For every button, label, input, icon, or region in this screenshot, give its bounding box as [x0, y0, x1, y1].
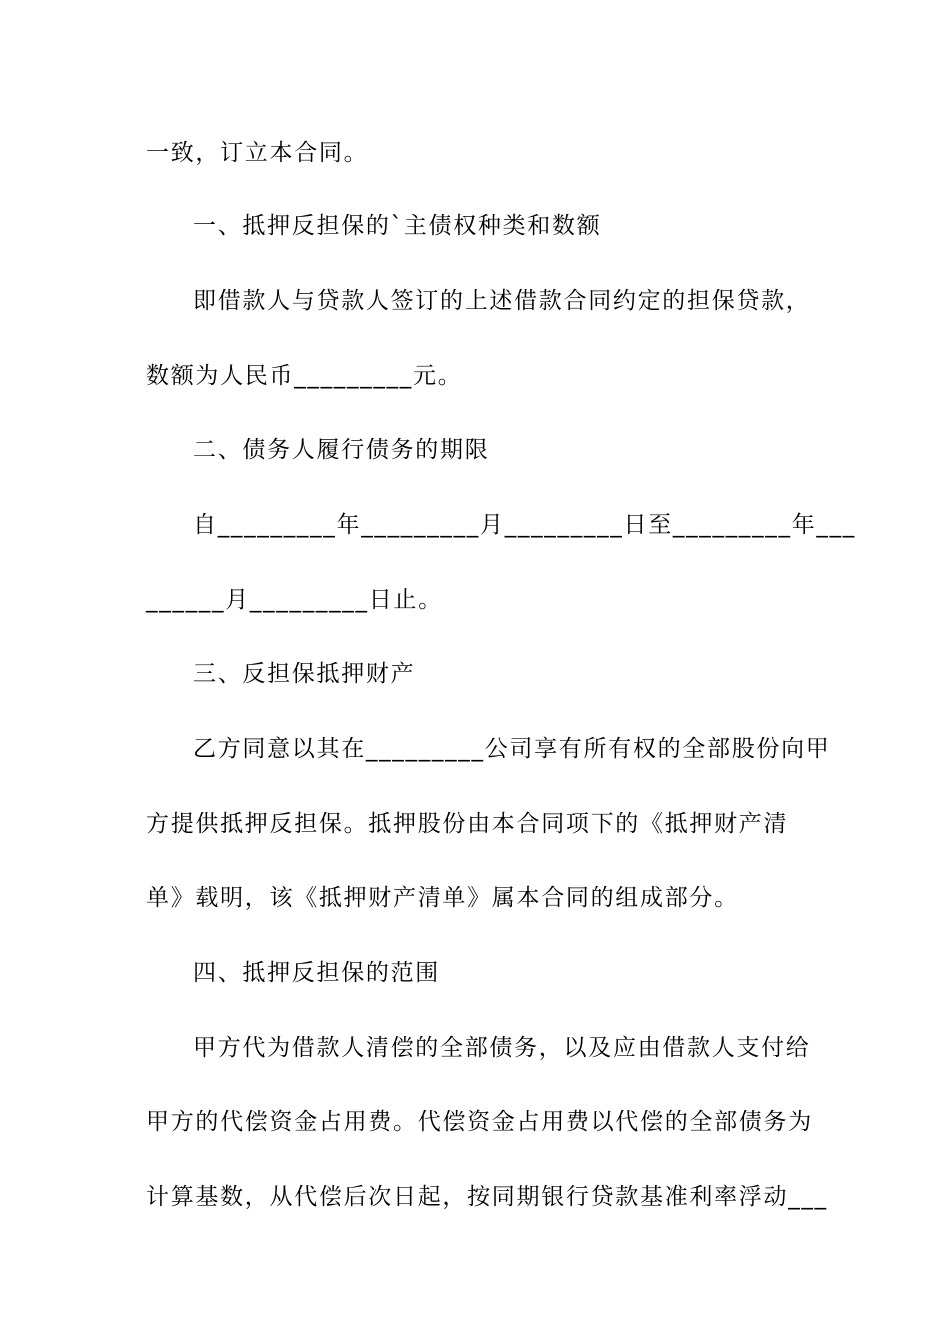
body-text-line: 乙方同意以其在_________公司享有所有权的全部股份向甲 [193, 736, 831, 762]
section-heading: 一、抵押反担保的`主债权种类和数额 [193, 213, 602, 239]
section-heading: 四、抵押反担保的范围 [193, 960, 440, 986]
body-text-line: 方提供抵押反担保。抵押股份由本合同项下的《抵押财产清 [146, 811, 789, 837]
body-text-line: 计算基数，从代偿后次日起，按同期银行贷款基准利率浮动___ [146, 1184, 828, 1210]
body-text-line: 自_________年_________月_________日至_________年___ [193, 512, 856, 538]
body-text-line: 单》载明，该《抵押财产清单》属本合同的组成部分。 [146, 885, 739, 911]
body-text-line: 甲方的代偿资金占用费。代偿资金占用费以代偿的全部债务为 [146, 1109, 813, 1135]
body-text-line: 一致，订立本合同。 [146, 140, 369, 166]
body-text-line: ______月_________日止。 [146, 587, 443, 613]
body-text-line: 数额为人民币_________元。 [146, 363, 463, 389]
section-heading: 三、反担保抵押财产 [193, 661, 416, 687]
section-heading: 二、债务人履行债务的期限 [193, 437, 490, 463]
body-text-line: 甲方代为借款人清偿的全部债务，以及应由借款人支付给 [193, 1035, 811, 1061]
body-text-line: 即借款人与贷款人签订的上述借款合同约定的担保贷款， [193, 288, 811, 314]
